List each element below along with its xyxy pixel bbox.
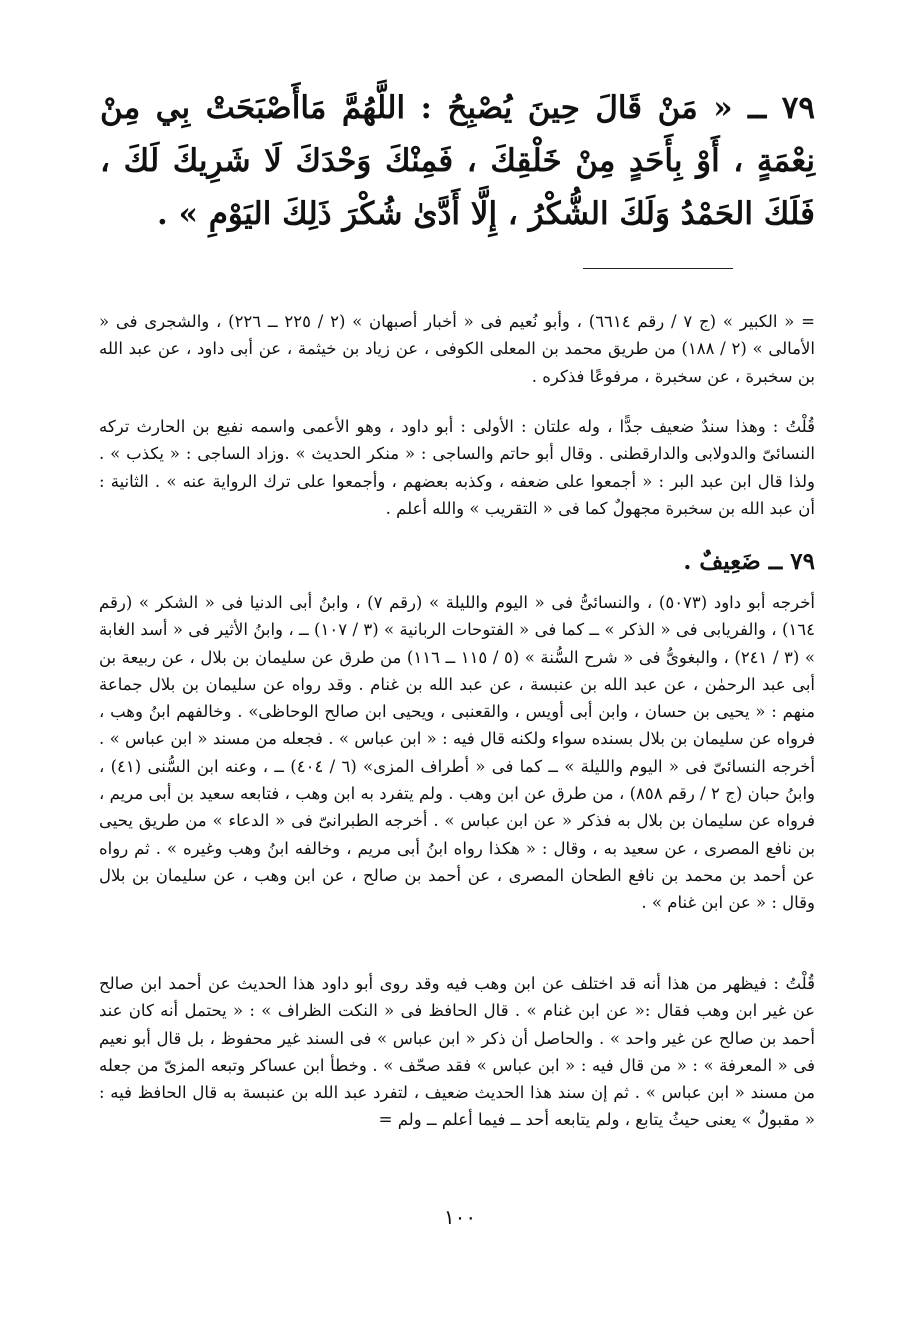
page-number: ١٠٠ xyxy=(443,1205,477,1229)
takhrij-paragraph: أخرجه أبو داود (٥٠٧٣) ، والنسائىُّ فى « اليوم والليلة » (رقم ٧) ، وابنُ أبى الدنيا فى « الشكر » (رقم ١٦٤) ، والفريابى فى « الذكر » ــ كما فى « الفتوحات الربانية » (٣ / ١٠٧) ــ ، وابنُ الأثير فى « أسد الغابة » (٣ / ٢٤١) ، والبغوىُّ فى « شرح السُّنة » (٥ / ١١٥ ــ ١١٦) من طرق عن سليمان بن بلال ، عن ربيعة بن أبى عبد الرحمٰن ، عن عبد الله بن عنبسة ، عن عبد الله بن غنام . وقد رواه عن سليمان بن بلال جماعة منهم : « يحيى بن حسان ، وابن أبى أويس ، والقعنبى ، ويحيى ابن صالح الوحاظى» . وخالفهم ابنُ وهب ، فرواه عن سليمان بن بلال بسنده سواء ولكنه قال فيه : « ابن عباس » . فجعله من مسند « ابن عباس » . أخرجه النسائىّ فى « اليوم والليلة » ــ كما فى « أطراف المزى» (٦ / ٤٠٤) ــ ، وعنه ابن السُّنى (٤١) ، وابنُ حبان (ج ٢ / رقم ٨٥٨) ، من طرق عن ابن وهب . ولم يتفرد به ابن وهب ، فتابعه سعيد بن أبى مريم ، فرواه عن سليمان بن بلال به فذكر « عن ابن عباس » . أخرجه الطبرانىّ فى « الدعاء » من طريق يحيى بن نافع المصرى ، عن سعيد به ، وقال : « هكذا رواه ابنُ أبى مريم ، وخالفه ابنُ وهب وغيره » . ثم رواه عن أحمد بن محمد بن نافع الطحان المصرى ، عن أحمد بن صالح ، عن ابن وهب ، عن سليمان بن بلال وقال : « عن ابن غنام » . xyxy=(99,593,816,913)
grading-heading: ٧٩ ــ ضَعِيفٌ . xyxy=(683,548,815,575)
commentary-paragraph: قُلْتُ : فيظهر من هذا أنه قد اختلف عن ابن وهب فيه وقد روى أبو داود هذا الحديث عن أحمد ابن صالح عن غير ابن وهب فقال :« عن ابن غنام » . قال الحافظ فى « النكت الظراف » : « يحتمل أنه كان عند أحمد بن صالح عن غير واحد » . والحاصل أن ذكر « ابن عباس » فى السند غير محفوظ ، بل قال أبو نعيم فى « المعرفة » : « من قال فيه : « ابن عباس » فقد صحّف » . وخطأ ابن عساكر وتبعه المزىّ من جعله من مسند « ابن عباس » . ثم إن سند هذا الحديث ضعيف ، لتفرد عبد الله بن عنبسة به قال الحافظ فيه : « مقبولٌ » يعنى حيثُ يتابع ، ولم يتابعه أحد ــ فيما أعلم ــ ولم = xyxy=(99,974,815,1130)
footnote-paragraph-2: قُلْتُ : وهذا سندٌ ضعيف جدًّا ، وله علتان : الأولى : أبو داود ، وهو الأعمى واسمه نفيع بن الحارث تركه النسائىّ والدولابى والدارقطنى . وقال أبو حاتم والساجى : « منكر الحديث » .وزاد الساجى : « يكذب » . ولذا قال ابن عبد البر : « أجمعوا على ضعفه ، وكذبه بعضهم ، وأجمعوا على ترك الرواية عنه » . الثانية : أن عبد الله بن سخبرة مجهولٌ كما فى « التقريب » والله أعلم . xyxy=(99,417,815,518)
footnote-paragraph-1: = « الكبير » (ج ٧ / رقم ٦٦١٤) ، وأبو نُعيم فى « أخبار أصبهان » (٢ / ٢٢٥ ــ ٢٢٦) ، والشجرى فى « الأمالى » (٢ / ١٨٨) من طريق محمد بن المعلى الكوفى ، عن زياد بن خيثمة ، عن أبى داود ، عن عبد الله بن سخبرة ، عن سخبرة ، مرفوعًا فذكره . xyxy=(99,312,815,386)
hadith-text: ٧٩ ــ « مَنْ قَالَ حِينَ يُصْبِحُ : اللَّهُمَّ مَاأَصْبَحَتْ بِي مِنْ نِعْمَةٍ ، أَوْ بِأَحَدٍ مِنْ خَلْقِكَ ، فَمِنْكَ وَحْدَكَ لَا شَرِيكَ لَكَ ، فَلَكَ الحَمْدُ وَلَكَ الشُّكْرُ ، إِلَّا أَدَّىٰ شُكْرَ ذَلِكَ اليَوْمِ » . xyxy=(100,90,815,232)
footnote-separator xyxy=(583,268,733,269)
